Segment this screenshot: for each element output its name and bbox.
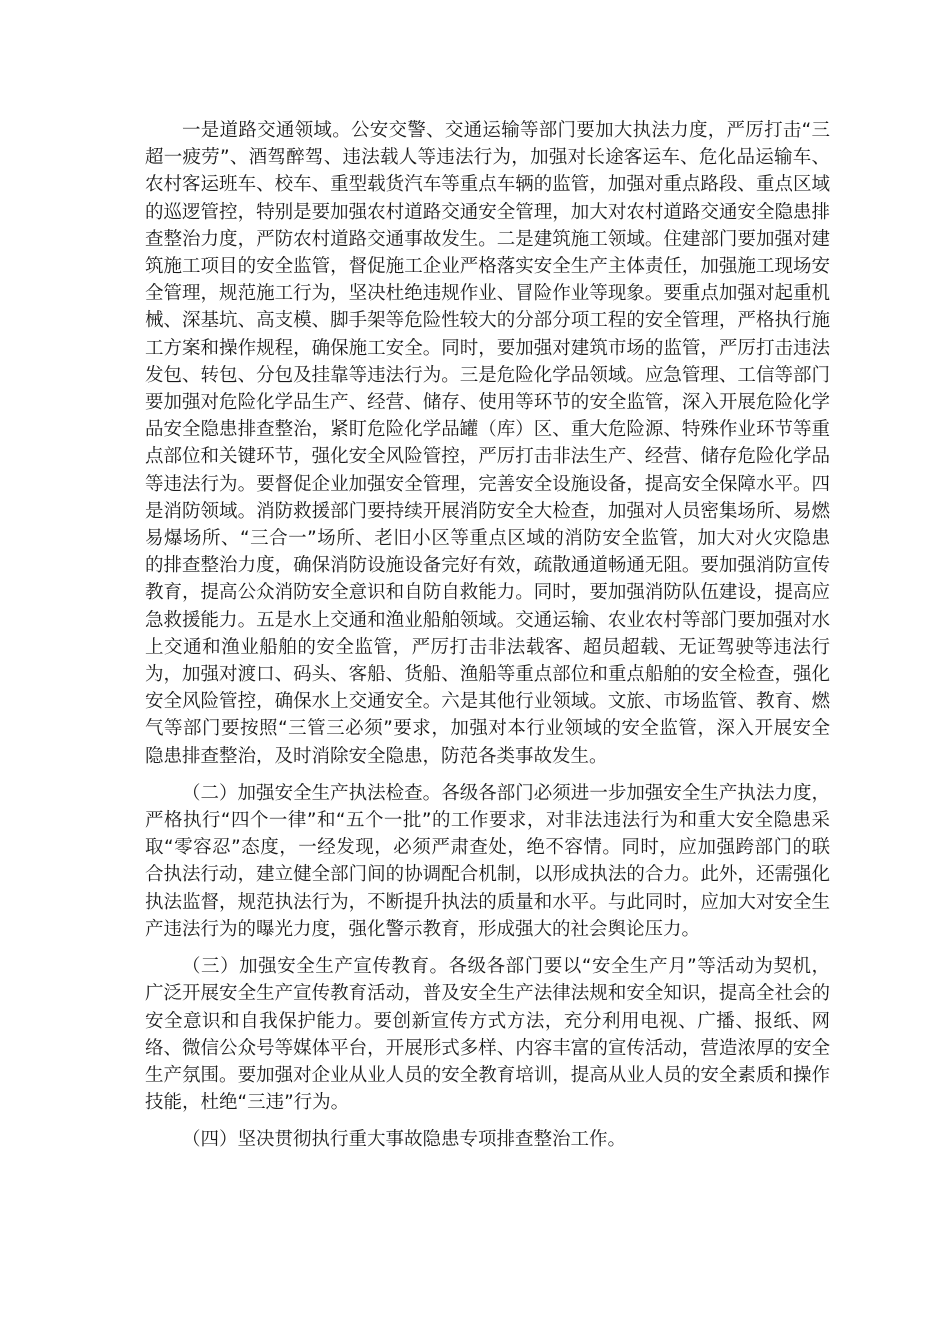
paragraph-hazard-rectification: （四）坚决贯彻执行重大事故隐患专项排查整治工作。 <box>182 1129 627 1151</box>
paragraph-publicity: （三）加强安全生产宣传教育。各级各部门要以“安全生产月”等活动为契机，广泛开展安全生产宣传教育活动，普及安全生产法律法规和安全知识，提高全社会的安全意识和自我保护能力。要创新宣传方式方法，充分利用电视、广播、报纸、网络、微信公众号等媒体平台，开展形式多样、内容丰富的宣传活动，营造浓厚的安全生产氛围。要加强对企业从业人员的安全教育培训，提高从业人员的安全素质和操作技能，杜绝“三违”行为。 <box>145 956 830 1114</box>
paragraph-sectors: 一是道路交通领域。公安交警、交通运输等部门要加大执法力度，严厉打击“三超一疲劳”、酒驾醉驾、违法载人等违法行为，加强对长途客运车、危化品运输车、农村客运班车、校车、重型载货汽车等重点车辆的监管，加强对重点路段、重点区域的巡逻管控，特别是要加强农村道路交通安全管理，加大对农村道路交通安全隐患排查整治力度，严防农村道路交通事故发生。二是建筑施工领域。住建部门要加强对建筑施工项目的安全监管，督促施工企业严格落实安全生产主体责任，加强施工现场安全管理，规范施工行为，坚决杜绝违规作业、冒险作业等现象。要重点加强对起重机械、深基坑、高支模、脚手架等危险性较大的分部分项工程的安全管理，严格执行施工方案和操作规程，确保施工安全。同时，要加强对建筑市场的监管，严厉打击违法发包、转包、分包及挂靠等违法行为。三是危险化学品领域。应急管理、工信等部门要加强对危险化学品生产、经营、储存、使用等环节的安全监管，深入开展危险化学品安全隐患排查整治，紧盯危险化学品罐（库）区、重大危险源、特殊作业环节等重点部位和关键环节，强化安全风险管控，严厉打击非法生产、经营、储存危险化学品等违法行为。要督促企业加强安全管理，完善安全设施设备，提高安全保障水平。四是消防领域。消防救援部门要持续开展消防安全大检查，加强对人员密集场所、易燃易爆场所、“三合一”场所、老旧小区等重点区域的消防安全监管，加大对火灾隐患的排查整治力度，确保消防设施设备完好有效，疏散通道畅通无阻。要加强消防宣传教育，提高公众消防安全意识和自防自救能力。同时，要加强消防队伍建设，提高应急救援能力。五是水上交通和渔业船舶领域。交通运输、农业农村等部门要加强对水上交通和渔业船舶的安全监管，严厉打击非法载客、超员超载、无证驾驶等违法行为，加强对渡口、码头、客船、货船、渔船等重点部位和重点船舶的安全检查，强化安全风险管控，确保水上交通安全。六是其他行业领域。文旅、市场监管、教育、燃气等部门要按照“三管三必须”要求，加强对本行业领域的安全监管，深入开展安全隐患排查整治，及时消除安全隐患，防范各类事故发生。 <box>145 120 830 767</box>
paragraph-enforcement: （二）加强安全生产执法检查。各级各部门必须进一步加强安全生产执法力度，严格执行“四个一律”和“五个一批”的工作要求，对非法违法行为和重大安全隐患采取“零容忍”态度，一经发现，必须严肃查处，绝不容情。同时，应加强跨部门的联合执法行动，建立健全部门间的协调配合机制，以形成执法的合力。此外，还需强化执法监督，规范执法行为，不断提升执法的质量和水平。与此同时，应加大对安全生产违法行为的曝光力度，强化警示教育，形成强大的社会舆论压力。 <box>145 782 830 940</box>
document-body <box>145 117 830 1164</box>
